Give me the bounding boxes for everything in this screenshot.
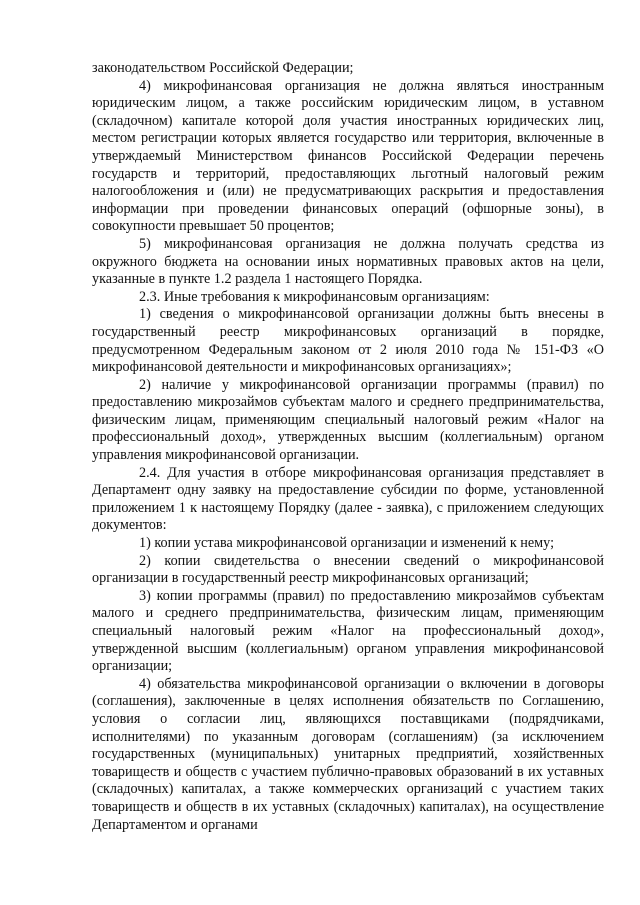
paragraph-2-3-item-1: 1) сведения о микрофинансовой организации должны быть внесены в государственный реестр микрофинансовых организаций в порядке, предусмотренном Федеральным законом от 2 июля 2010 года № 151-ФЗ «О микрофинансовой деятельности и микрофинансовых организациях»; (92, 306, 604, 376)
paragraph-2-4-item-3: 3) копии программы (правил) по предоставлению микрозаймов субъектам малого и среднего предпринимательства, физическим лицам, применяющим специальный налоговый режим «Налог на профессиональный доход», утвержденной высшим (коллегиальным) органом управления микрофинансовой организации; (92, 587, 604, 675)
paragraph-section-2-3: 2.3. Иные требования к микрофинансовым организациям: (139, 288, 490, 305)
paragraph-section-2-4: 2.4. Для участия в отборе микрофинансовая организация представляет в Департамент одну заявку на предоставление субсидии по форме, установленной приложением 1 к настоящему Порядку (далее - заявка), с приложением следующих документов: (92, 464, 604, 534)
document-page (92, 60, 604, 834)
paragraph-2-4-item-4: 4) обязательства микрофинансовой организации о включении в договоры (соглашения), заключенные в целях исполнения обязательств по Соглашению, условия о согласии лиц, являющихся поставщиками (подрядчиками, исполнителями) по указанным договорам (соглашениям) (за исключением государственных (муниципальных) унитарных предприятий, хозяйственных товариществ и обществ с участием публично-правовых образований в их уставных (складочных) капиталах, а также коммерческих организаций с участием таких товариществ и обществ в их уставных (складочных) капиталах), на осуществление Департаментом и органами (92, 675, 604, 833)
paragraph-item-4: 4) микрофинансовая организация не должна являться иностранным юридическим лицом, а также российским юридическим лицом, в уставном (складочном) капитале которой доля участия иностранных юридических лиц, местом регистрации которых является государство или территория, включенные в утверждаемый Министерством финансов Российской Федерации перечень государств и территорий, предоставляющих льготный налоговый режим налогообложения и (или) не предусматривающих раскрытия и предоставления информации при проведении финансовых операций (офшорные зоны), в совокупности превышает 50 процентов; (92, 77, 604, 235)
paragraph-2-3-item-2: 2) наличие у микрофинансовой организации программы (правил) по предоставлению микрозаймов субъектам малого и среднего предпринимательства, физическим лицам, применяющим специальный налоговый режим «Налог на профессиональный доход», утвержденных высшим (коллегиальным) органом управления микрофинансовой организации. (92, 376, 604, 464)
paragraph-item-5: 5) микрофинансовая организация не должна получать средства из окружного бюджета на основании иных нормативных правовых актов на цели, указанные в пункте 1.2 раздела 1 настоящего Порядка. (92, 235, 604, 288)
paragraph-2-4-item-2: 2) копии свидетельства о внесении сведений о микрофинансовой организации в государственный реестр микрофинансовых организаций; (92, 552, 604, 587)
paragraph-2-4-item-1: 1) копии устава микрофинансовой организации и изменений к нему; (139, 535, 555, 552)
paragraph-continuation: законодательством Российской Федерации; (92, 60, 354, 76)
